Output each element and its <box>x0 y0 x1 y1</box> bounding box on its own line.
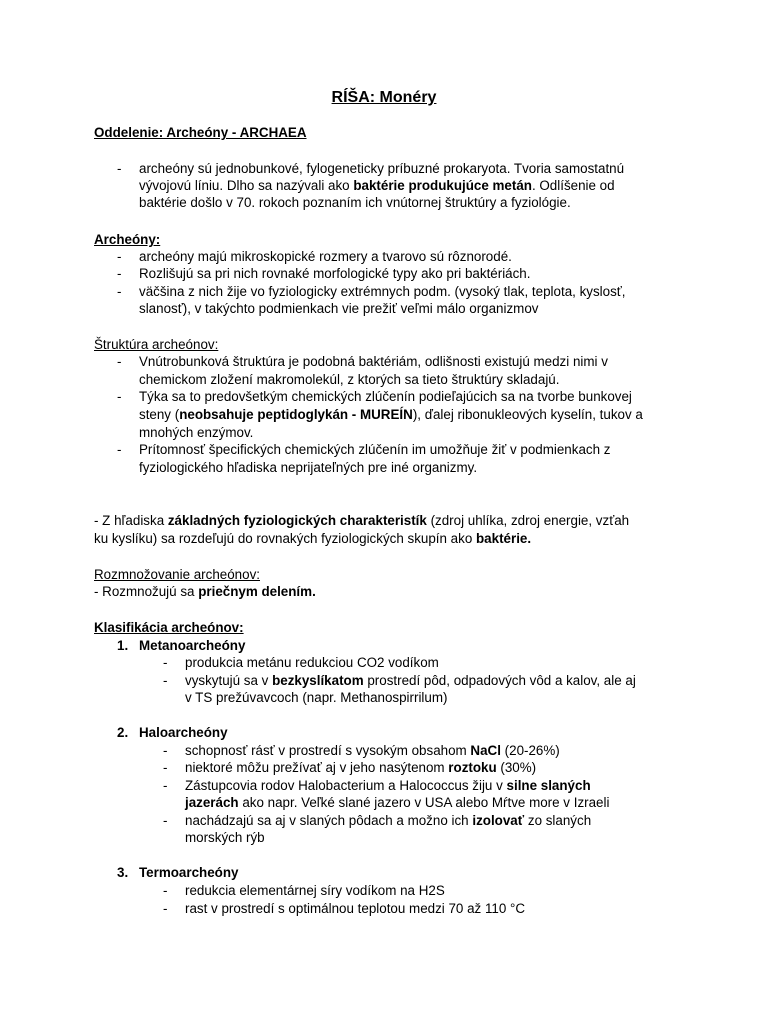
list-item: Týka sa to predovšetkým chemických zlúčenín podieľajúcich sa na tvorbe bunkovej <box>139 389 632 404</box>
list-number: 1. <box>117 638 129 653</box>
list-item: niektoré môžu prežívať aj v jeho nasýtenom roztoku (30%) <box>185 760 537 775</box>
bullet-marker: - <box>163 743 168 758</box>
list-item: schopnosť rásť v prostredí s vysokým obsahom NaCl (20-26%) <box>185 743 560 758</box>
list-item: archeóny majú mikroskopické rozmery a tvarovo sú rôznorodé. <box>139 249 512 264</box>
list-item: nachádzajú sa aj v slaných pôdach a možno ich izolovať zo slaných <box>185 813 592 828</box>
list-item: Zástupcovia rodov Halobacterium a Halococcus žiju v silne slaných <box>185 778 591 793</box>
list-item-continued: jazerách ako napr. Veľké slané jazero v USA alebo Mŕtve more v Izraeli <box>185 795 610 810</box>
paragraph-line: archeóny sú jednobunkové, fylogeneticky príbuzné prokaryota. Tvoria samostatnú <box>139 161 625 176</box>
paragraph-line: - Z hľadiska základných fyziologických charakteristík (zdroj uhlíka, zdroj energie, vzťah <box>94 513 630 528</box>
list-number: 2. <box>117 725 129 740</box>
list-item-continued: chemickom zložení makromolekúl, z ktorých sa tieto štruktúry skladajú. <box>139 372 560 387</box>
bullet-marker: - <box>163 901 168 916</box>
list-item-continued: morských rýb <box>185 830 265 845</box>
list-number: 3. <box>117 865 129 880</box>
list-item: Prítomnosť špecifických chemických zlúčenín im umožňuje žiť v podmienkach z <box>139 442 611 457</box>
bullet-marker: - <box>117 284 122 299</box>
paragraph-line: - Rozmnožujú sa priečnym delením. <box>94 584 316 599</box>
bullet-marker: - <box>117 266 122 281</box>
group-name-metanoarcheony: Metanoarcheóny <box>139 638 246 653</box>
bullet-marker: - <box>117 161 122 176</box>
bullet-marker: - <box>117 389 122 404</box>
section-heading-archeony: Archeóny: <box>94 232 161 247</box>
bullet-marker: - <box>117 249 122 264</box>
group-name-haloarcheony: Haloarcheóny <box>139 725 228 740</box>
list-item-continued: steny (neobsahuje peptidoglykán - MUREÍN), ďalej ribonukleových kyselín, tukov a <box>139 407 643 422</box>
section-heading-rozmnozovanie: Rozmnožovanie archeónov: <box>94 567 260 582</box>
section-heading-struktura: Štruktúra archeónov: <box>94 337 219 352</box>
bullet-marker: - <box>163 655 168 670</box>
bullet-marker: - <box>117 354 122 369</box>
list-item-continued: mnohých enzýmov. <box>139 425 254 440</box>
list-item: produkcia metánu redukciou CO2 vodíkom <box>185 655 439 670</box>
bullet-marker: - <box>163 760 168 775</box>
paragraph-line: baktérie došlo v 70. rokoch poznaním ich vnútornej štruktúry a fyziológie. <box>139 195 571 210</box>
bullet-marker: - <box>117 442 122 457</box>
section-heading-oddelenie: Oddelenie: Archeóny - ARCHAEA <box>94 125 307 140</box>
list-item-continued: slanosť), v takýchto podmienkach vie prežiť veľmi málo organizmov <box>139 301 539 316</box>
bullet-marker: - <box>163 813 168 828</box>
paragraph-line: ku kyslíku) sa rozdeľujú do rovnakých fyziologických skupín ako baktérie. <box>94 531 532 546</box>
list-item: redukcia elementárnej síry vodíkom na H2S <box>185 883 445 898</box>
list-item-continued: v TS prežúvavcoch (napr. Methanospirrilum) <box>185 690 448 705</box>
paragraph-line: vývojovú líniu. Dlho sa nazývali ako baktérie produkujúce metán. Odlíšenie od <box>139 178 615 193</box>
bullet-marker: - <box>163 778 168 793</box>
page-title: RÍŠA: Monéry <box>331 89 437 106</box>
section-heading-klasifikacia: Klasifikácia archeónov: <box>94 620 244 635</box>
list-item: rast v prostredí s optimálnou teplotou medzi 70 až 110 °C <box>185 901 526 916</box>
list-item: Rozlišujú sa pri nich rovnaké morfologické typy ako pri baktériách. <box>139 266 531 281</box>
bullet-marker: - <box>163 673 168 688</box>
list-item: Vnútrobunková štruktúra je podobná baktériám, odlišnosti existujú medzi nimi v <box>139 354 608 369</box>
group-name-termoarcheony: Termoarcheóny <box>139 865 239 880</box>
list-item: väčšina z nich žije vo fyziologicky extrémnych podm. (vysoký tlak, teplota, kyslosť, <box>139 284 626 299</box>
bullet-marker: - <box>163 883 168 898</box>
list-item: vyskytujú sa v bezkyslíkatom prostredí pôd, odpadových vôd a kalov, ale aj <box>185 673 636 688</box>
list-item-continued: fyziologického hľadiska neprijateľných pre iné organizmy. <box>139 460 478 475</box>
